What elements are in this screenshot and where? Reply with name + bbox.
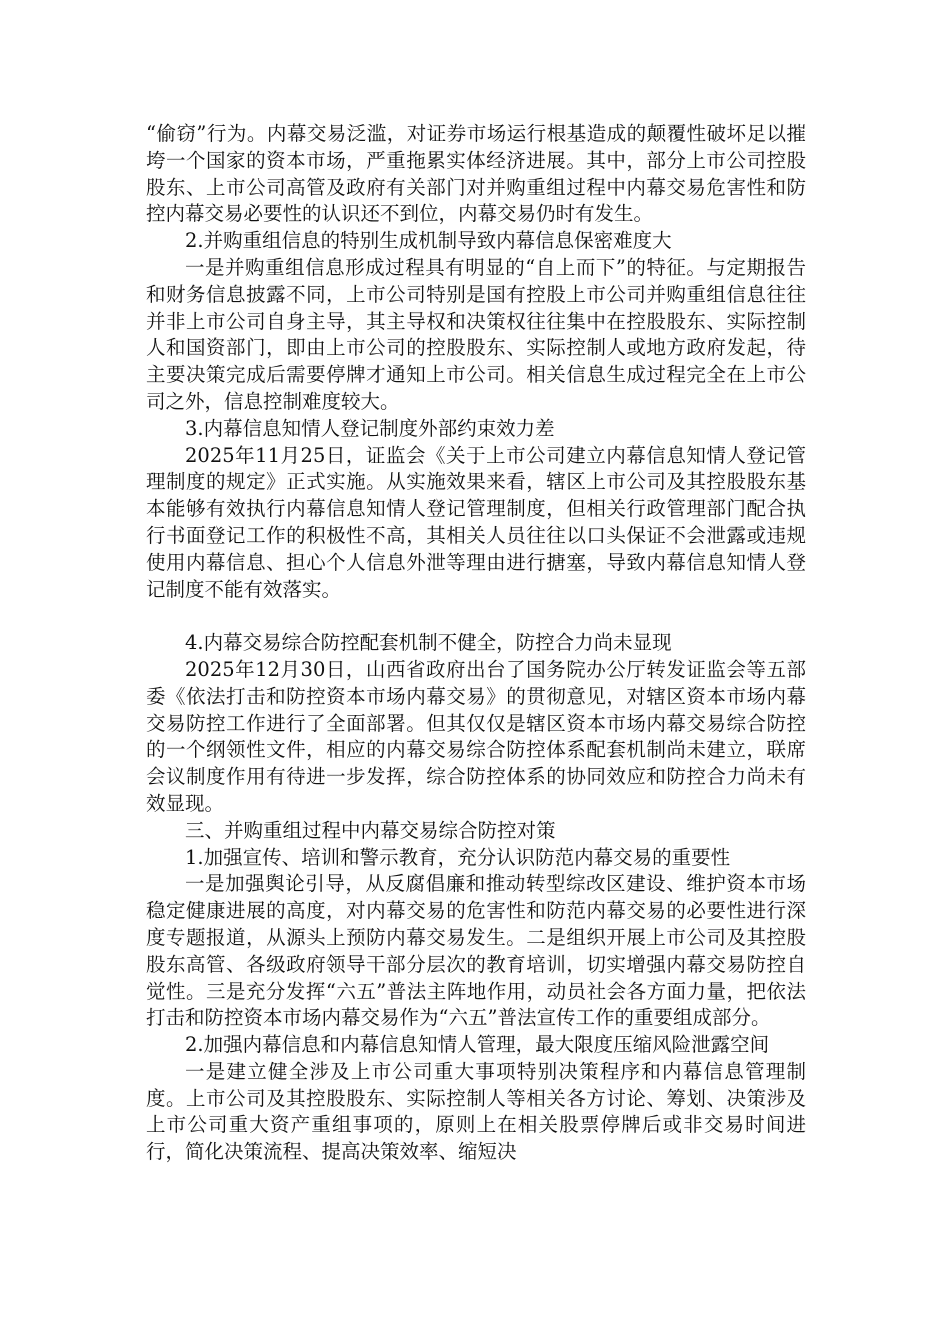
heading-4: 4.内幕交易综合防控配套机制不健全，防控合力尚未显现 — [185, 631, 672, 655]
heading-2: 2.并购重组信息的特别生成机制导致内幕信息保密难度大 — [185, 229, 672, 253]
heading-3: 3.内幕信息知情人登记制度外部约束效力差 — [185, 416, 555, 440]
paragraph-continuation: “偷窃”行为。内幕交易泛滥，对证券市场运行根基造成的颠覆性破坏足以摧垮一个国家的资本市场，严重拖累实体经济进展。其中，部分上市公司控股股东、上市公司高管及政府有关部门对并购重组过程中内幕交易危害性和防控内幕交易必要性的认识还不到位，内幕交易仍时有发生。 — [146, 122, 806, 226]
paragraph-prevention-mechanism: 2025年12月30日，山西省政府出台了国务院办公厅转发证监会等五部委《依法打击和防控资本市场内幕交易》的贯彻意见，对辖区资本市场内幕交易防控工作进行了全面部署。但其仅仅是辖区资本市场内幕交易综合防控的一个纲领性文件，相应的内幕交易综合防控体系配套机制尚未建立，联席会议制度作用有待进一步发挥，综合防控体系的协同效应和防控合力尚未有效显现。 — [146, 657, 806, 815]
section-heading-3: 三、并购重组过程中内幕交易综合防控对策 — [185, 818, 556, 842]
paragraph-info-management: 一是建立健全涉及上市公司重大事项特别决策程序和内幕信息管理制度。上市公司及其控股股东、实际控制人等相关各方讨论、筹划、决策涉及上市公司重大资产重组事项的，原则上在相关股票停牌后或非交易时间进行，简化决策流程、提高决策效率、缩短决 — [146, 1059, 806, 1164]
document-body — [146, 121, 806, 1166]
paragraph-merger-info: 一是并购重组信息形成过程具有明显的“自上而下”的特征。与定期报告和财务信息披露不同，上市公司特别是国有控股上市公司并购重组信息往往并非上市公司自身主导，其主导权和决策权往往集中在控股股东、实际控制人和国资部门，即由上市公司的控股股东、实际控制人或地方政府发起，待主要决策完成后需要停牌才通知上市公司。相关信息生成过程完全在上市公司之外，信息控制难度较大。 — [146, 255, 806, 413]
blank-line — [146, 603, 806, 630]
paragraph-registration: 2025年11月25日，证监会《关于上市公司建立内幕信息知情人登记管理制度的规定》正式实施。从实施效果来看，辖区上市公司及其控股股东基本能够有效执行内幕信息知情人登记管理制度，但相关行政管理部门配合执行书面登记工作的积极性不高，其相关人员往往以口头保证不会泄露或违规使用内幕信息、担心个人信息外泄等理由进行搪塞，导致内幕信息知情人登记制度不能有效落实。 — [146, 443, 806, 601]
subheading-2: 2.加强内幕信息和内幕信息知情人管理，最大限度压缩风险泄露空间 — [185, 1033, 770, 1057]
subheading-1: 1.加强宣传、培训和警示教育，充分认识防范内幕交易的重要性 — [185, 845, 731, 869]
paragraph-publicity: 一是加强舆论引导，从反腐倡廉和推动转型综改区建设、维护资本市场稳定健康进展的高度，对内幕交易的危害性和防范内幕交易的必要性进行深度专题报道，从源头上预防内幕交易发生。二是组织开展上市公司及其控股股东高管、各级政府领导干部分层次的教育培训，切实增强内幕交易防控自觉性。三是充分发挥“六五”普法主阵地作用，动员社会各方面力量，把依法打击和防控资本市场内幕交易作为“六五”普法宣传工作的重要组成部分。 — [146, 872, 806, 1030]
